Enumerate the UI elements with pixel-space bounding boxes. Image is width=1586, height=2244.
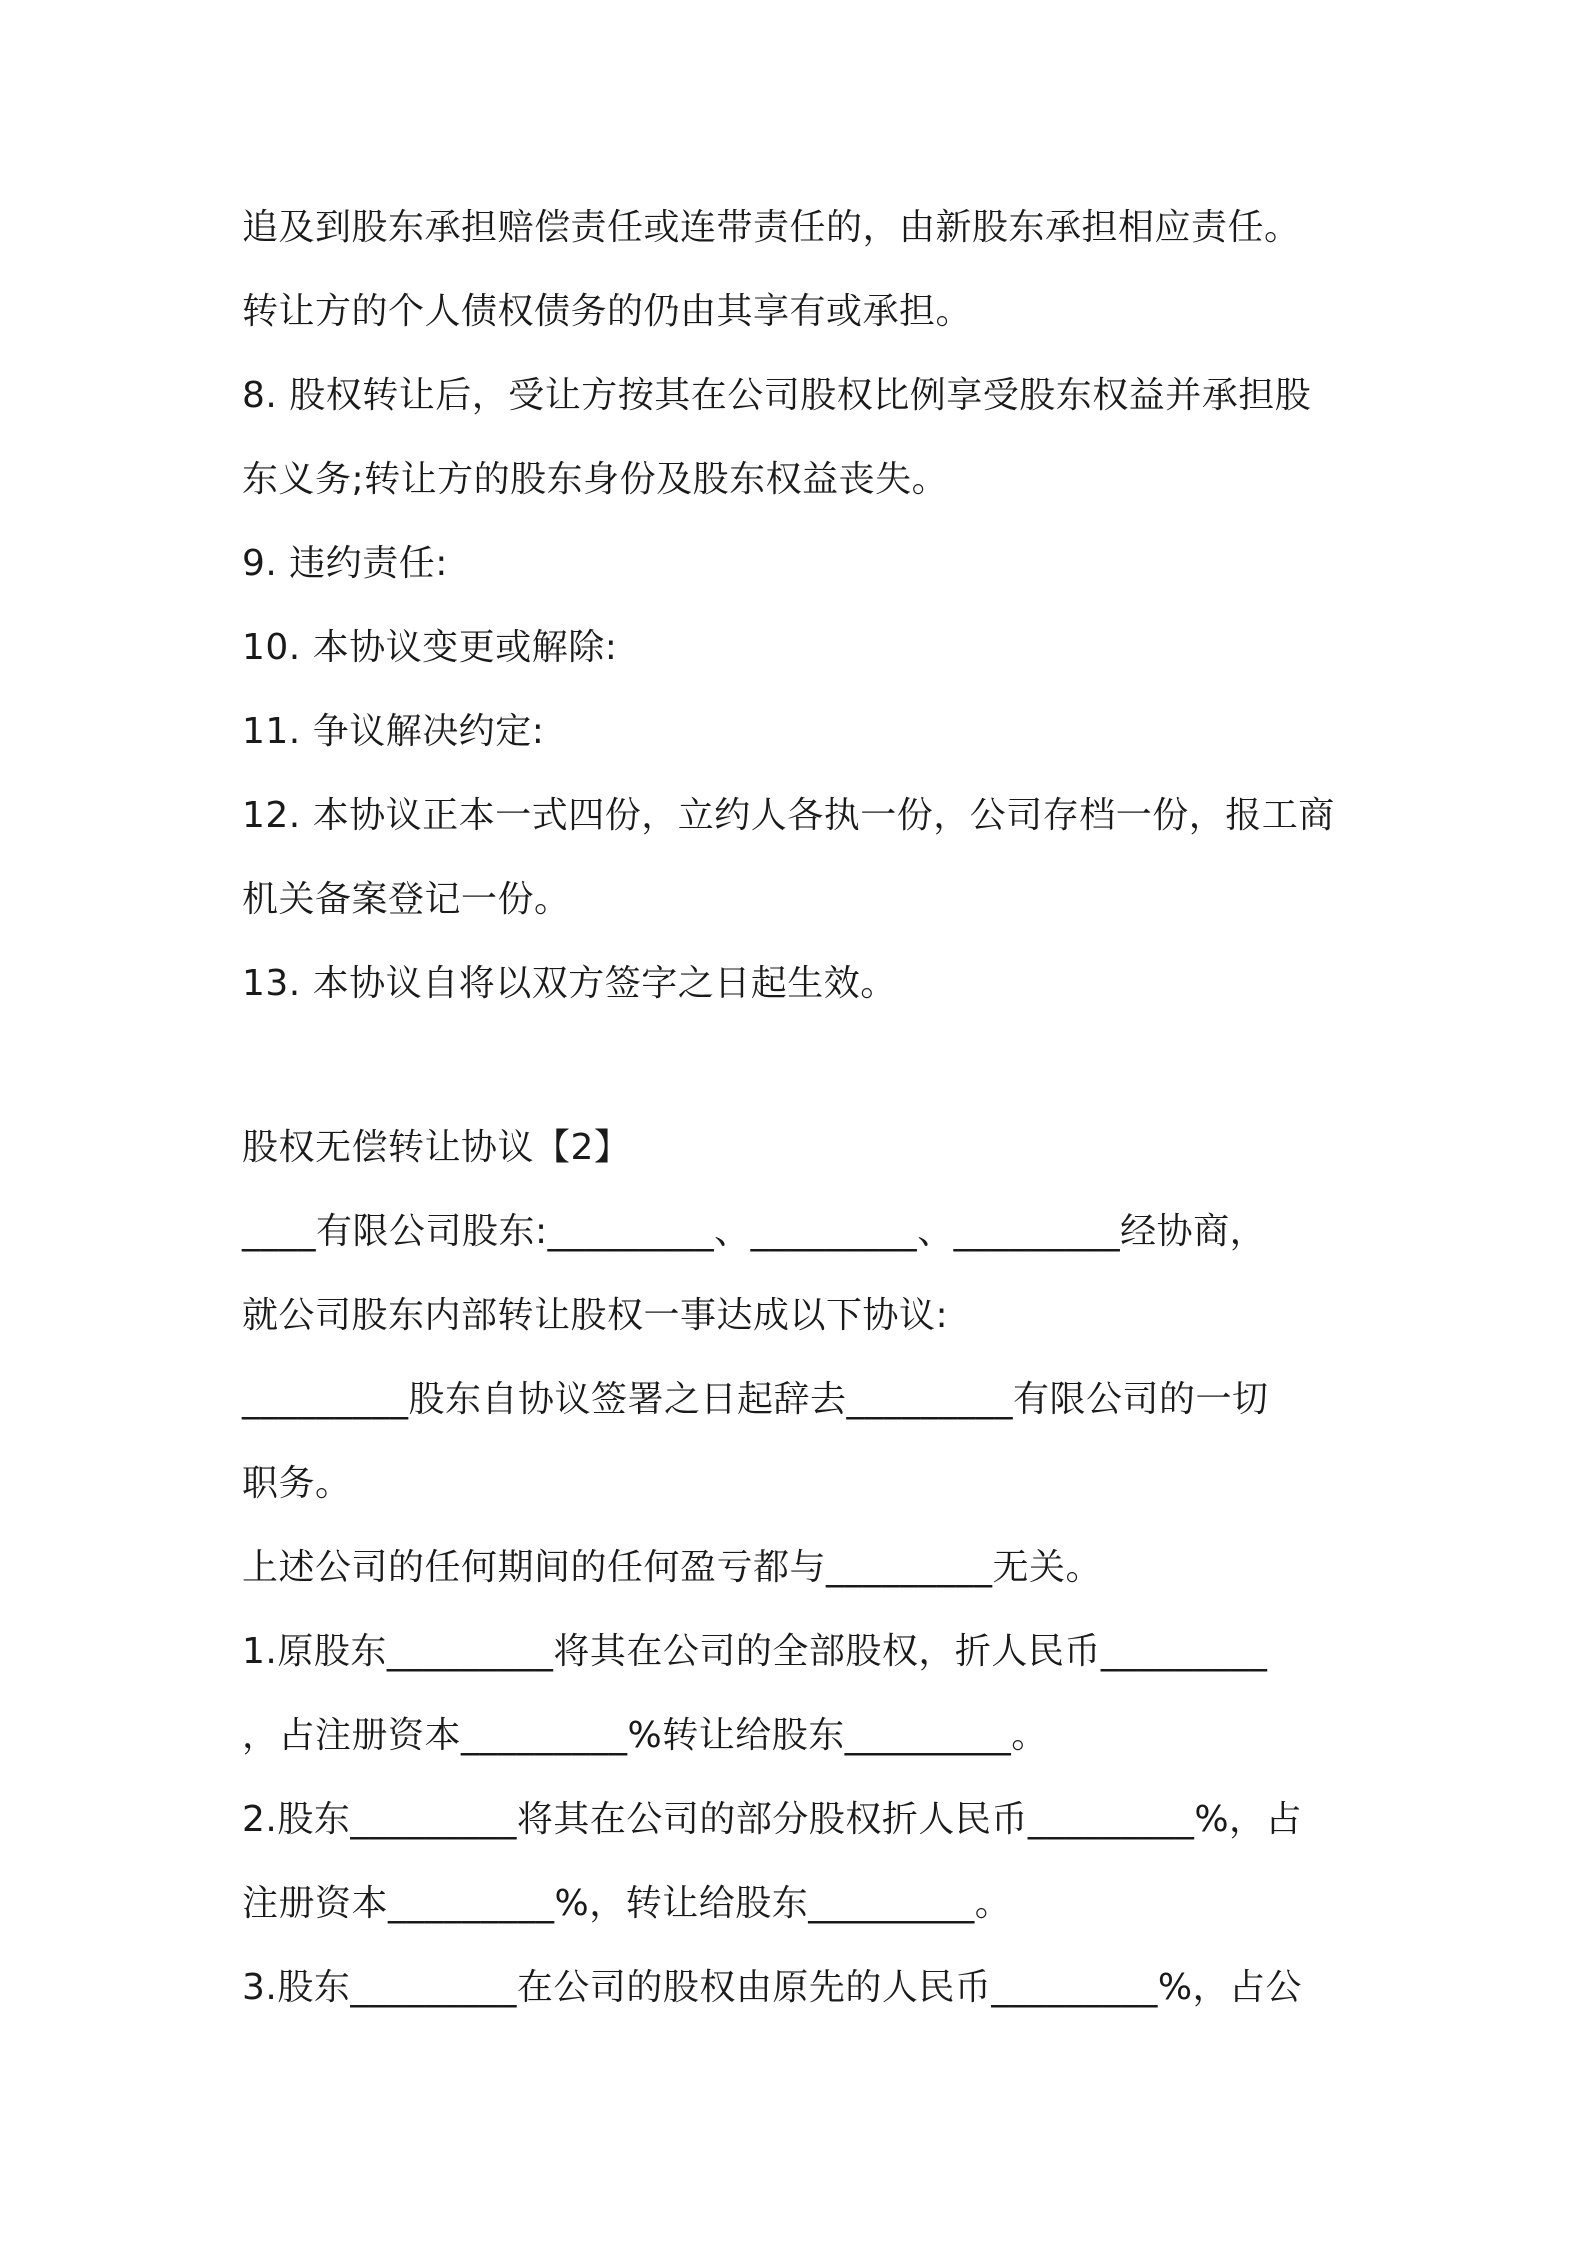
section-title: 股权无偿转让协议【2】 (242, 1127, 631, 1168)
text-line: 10. 本协议变更或解除: (242, 627, 618, 668)
text-line: 11. 争议解决约定: (242, 711, 545, 752)
text-line: 注册资本_________%，转让给股东_________。 (242, 1883, 1012, 1924)
text-line: ，占注册资本_________%转让给股东_________。 (242, 1715, 1048, 1756)
text-line: 9. 违约责任: (242, 543, 448, 584)
text-line: 13. 本协议自将以双方签字之日起生效。 (242, 963, 897, 1004)
text-line: 8. 股权转让后，受让方按其在公司股权比例享受股东权益并承担股 (242, 375, 1312, 416)
text-line: 2.股东_________将其在公司的部分股权折人民币_________%，占 (242, 1799, 1303, 1840)
text-line: 追及到股东承担赔偿责任或连带责任的，由新股东承担相应责任。 (242, 207, 1301, 248)
text-line: 就公司股东内部转让股权一事达成以下协议: (242, 1295, 949, 1336)
text-line: 职务。 (242, 1463, 352, 1504)
text-line: 机关备案登记一份。 (242, 879, 571, 920)
text-line: 上述公司的任何期间的任何盈亏都与_________无关。 (242, 1547, 1103, 1588)
text-line: 1.原股东_________将其在公司的全部股权，折人民币_________ (242, 1631, 1268, 1672)
text-line: _________股东自协议签署之日起辞去_________有限公司的一切 (242, 1379, 1269, 1420)
text-line: ____有限公司股东:_________、_________、_________经协商， (242, 1211, 1267, 1252)
text-line: 3.股东_________在公司的股权由原先的人民币_________%，占公 (242, 1967, 1303, 2008)
text-line: 12. 本协议正本一式四份，立约人各执一份，公司存档一份，报工商 (242, 795, 1335, 836)
text-line: 转让方的个人债权债务的仍由其享有或承担。 (242, 291, 973, 332)
text-line: 东义务;转让方的股东身份及股东权益丧失。 (242, 459, 949, 500)
